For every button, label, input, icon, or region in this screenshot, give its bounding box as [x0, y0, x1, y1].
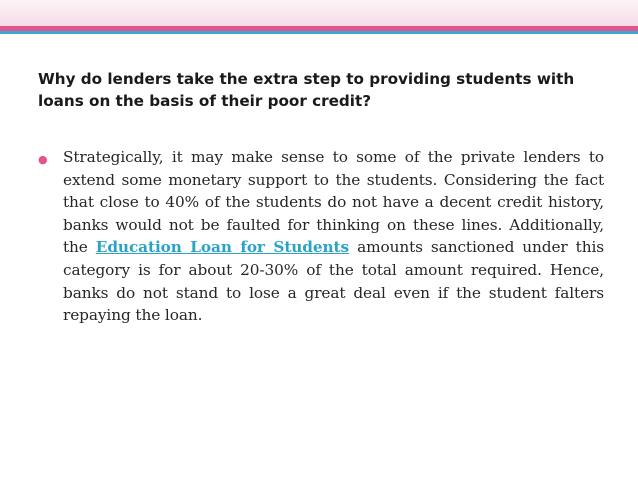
paragraph-text-before-link: Strategically, it may make sense to some of the private lenders to extend some monetary support to the students. Considering the fact that close to 40% of the students do not have a decent credit history, banks would not be faulted for thinking on these lines. Additionally, the: [63, 148, 604, 257]
bullet-paragraph: [63, 146, 604, 327]
slide-title: Why do lenders take the extra step to providing students with loans on the basis of their poor credit?: [38, 70, 575, 110]
top-decorative-band: [0, 0, 638, 26]
paragraph-text-after-link: amounts sanctioned under this category is for about 20-30% of the total amount required. Hence, banks do not stand to lose a great deal even if the student falters repaying the loan.: [63, 238, 605, 325]
bullet-icon: ●: [38, 153, 48, 166]
bullet-list: [38, 146, 604, 327]
bullet-item: [38, 146, 604, 327]
top-blue-rule: [0, 31, 638, 34]
education-loan-link[interactable]: Education Loan for Students: [95, 238, 350, 257]
